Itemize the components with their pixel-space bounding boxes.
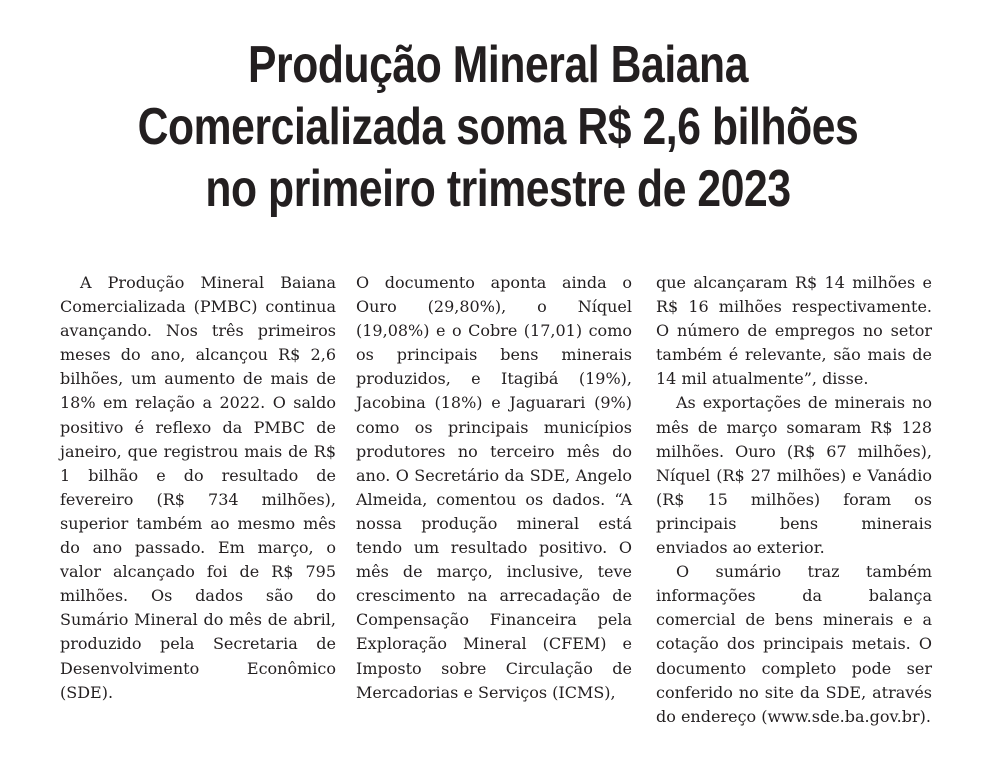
article-paragraph: As exportações de minerais no mês de março somaram R$ 128 milhões. Ouro (R$ 67 milhões), Níquel (R$ 27 milhões) e Vanádio (R$ 15 milhões) foram os principais bens minerais enviados ao exterior. bbox=[656, 393, 932, 558]
article-headline bbox=[90, 34, 907, 220]
column-3 bbox=[656, 271, 932, 729]
headline-line-3: no primeiro trimestre de 2023 bbox=[205, 160, 791, 218]
headline-line-1: Produção Mineral Baiana bbox=[247, 36, 749, 94]
article-paragraph: O documento aponta ainda o Ouro (29,80%), o Níquel (19,08%) e o Cobre (17,01) como os principais bens minerais produzidos, e Itagibá (19%), Jacobina (18%) e Jaguarari (9%) como os principais municípios produtores no terceiro mês do ano. O Secretário da SDE, Angelo Almeida, comentou os dados. “A nossa produção mineral está tendo um resultado positivo. O mês de março, inclusive, teve crescimento na arrecadação de Compensação Financeira pela Exploração Mineral (CFEM) e Imposto sobre Circulação de Mercadorias e Serviços (ICMS), bbox=[356, 273, 632, 702]
article-paragraph: A Produção Mineral Baiana Comercializada (PMBC) continua avançando. Nos três primeiros meses do ano, alcançou R$ 2,6 bilhões, um aumento de mais de 18% em relação a 2022. O saldo positivo é reflexo da PMBC de janeiro, que registrou mais de R$ 1 bilhão e do resultado de fevereiro (R$ 734 milhões), superior também ao mesmo mês do ano passado. Em março, o valor alcançado foi de R$ 795 milhões. Os dados são do Sumário Mineral do mês de abril, produzido pela Secretaria de Desenvolvimento Econômico (SDE). bbox=[60, 273, 336, 702]
article-paragraph: O sumário traz também informações da balança comercial de bens minerais e a cotação dos principais metais. O documento completo pode ser conferido no site da SDE, através do endereço (www.sde.ba.gov.br). bbox=[656, 562, 932, 726]
article-paragraph: que alcançaram R$ 14 milhões e R$ 16 milhões respectivamente. O número de empregos no setor também é relevante, são mais de 14 mil atualmente”, disse. bbox=[656, 273, 932, 389]
headline-line-2: Comercializada soma R$ 2,6 bilhões bbox=[137, 98, 859, 156]
column-1 bbox=[60, 271, 336, 705]
column-2 bbox=[356, 271, 632, 705]
